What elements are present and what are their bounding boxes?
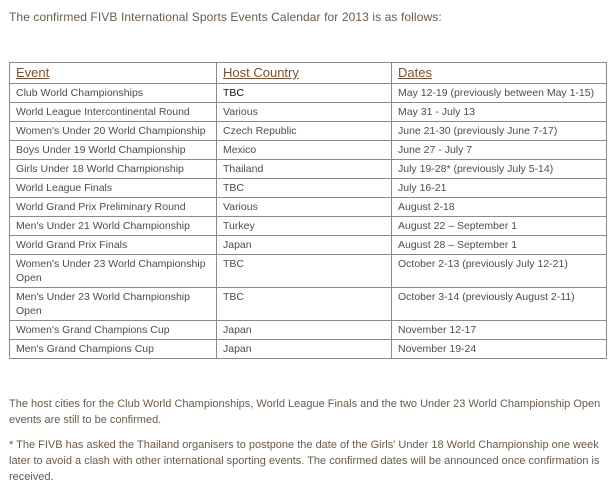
table-row bbox=[10, 141, 607, 160]
dates-cell: June 21-30 (previously June 7-17) bbox=[392, 122, 607, 141]
event-cell: World League Intercontinental Round bbox=[10, 103, 217, 122]
event-cell: Women's Grand Champions Cup bbox=[10, 321, 217, 340]
dates-cell: July 19-28* (previously July 5-14) bbox=[392, 160, 607, 179]
header-dates: Dates bbox=[392, 63, 607, 84]
table-row bbox=[10, 179, 607, 198]
dates-cell: May 12-19 (previously between May 1-15) bbox=[392, 84, 607, 103]
dates-cell: October 2-13 (previously July 12-21) bbox=[392, 255, 607, 288]
host-cell: Various bbox=[217, 198, 392, 217]
event-cell: Women's Under 23 World Championship Open bbox=[10, 255, 217, 288]
host-cell: TBC bbox=[217, 288, 392, 321]
table-row bbox=[10, 255, 607, 288]
host-cell: Various bbox=[217, 103, 392, 122]
table-row bbox=[10, 103, 607, 122]
dates-cell: June 27 - July 7 bbox=[392, 141, 607, 160]
table-row bbox=[10, 288, 607, 321]
table-row bbox=[10, 122, 607, 141]
dates-cell: July 16-21 bbox=[392, 179, 607, 198]
host-cell: TBC bbox=[217, 84, 392, 103]
host-cell: Japan bbox=[217, 236, 392, 255]
dates-cell: May 31 - July 13 bbox=[392, 103, 607, 122]
header-host-country: Host Country bbox=[217, 63, 392, 84]
footnote-thailand: * The FIVB has asked the Thailand organisers to postpone the date of the Girls' Under 18 World Championship one week later to avoid a clash with other international sporting events. The confirmed dates will be announced once confirmation is received. bbox=[9, 439, 600, 483]
host-cell: Japan bbox=[217, 321, 392, 340]
table-row bbox=[10, 217, 607, 236]
host-cell: TBC bbox=[217, 179, 392, 198]
event-cell: Club World Championships bbox=[10, 84, 217, 103]
intro-text: The confirmed FIVB International Sports Events Calendar for 2013 is as follows: bbox=[9, 10, 442, 24]
event-cell: World Grand Prix Finals bbox=[10, 236, 217, 255]
table-row bbox=[10, 160, 607, 179]
event-cell: Men's Grand Champions Cup bbox=[10, 340, 217, 359]
dates-cell: November 12-17 bbox=[392, 321, 607, 340]
table-header-row bbox=[10, 63, 607, 84]
event-cell: World Grand Prix Preliminary Round bbox=[10, 198, 217, 217]
event-cell: Men's Under 23 World Championship Open bbox=[10, 288, 217, 321]
event-cell: Boys Under 19 World Championship bbox=[10, 141, 217, 160]
event-cell: Men's Under 21 World Championship bbox=[10, 217, 217, 236]
dates-cell: August 22 – September 1 bbox=[392, 217, 607, 236]
dates-cell: August 28 – September 1 bbox=[392, 236, 607, 255]
host-cell: Czech Republic bbox=[217, 122, 392, 141]
table-row bbox=[10, 236, 607, 255]
host-cell: Turkey bbox=[217, 217, 392, 236]
event-cell: Girls Under 18 World Championship bbox=[10, 160, 217, 179]
host-cell: Japan bbox=[217, 340, 392, 359]
host-cell: Thailand bbox=[217, 160, 392, 179]
header-event: Event bbox=[10, 63, 217, 84]
table-row bbox=[10, 321, 607, 340]
dates-cell: November 19-24 bbox=[392, 340, 607, 359]
dates-cell: October 3-14 (previously August 2-11) bbox=[392, 288, 607, 321]
event-cell: World League Finals bbox=[10, 179, 217, 198]
host-cell: Mexico bbox=[217, 141, 392, 160]
host-cities-note: The host cities for the Club World Championships, World League Finals and the two Under 23 World Championship Open events are still to be confirmed. bbox=[9, 398, 601, 426]
events-calendar-table bbox=[9, 62, 607, 359]
dates-cell: August 2-18 bbox=[392, 198, 607, 217]
table-row bbox=[10, 198, 607, 217]
host-cell: TBC bbox=[217, 255, 392, 288]
table-row bbox=[10, 340, 607, 359]
table-row bbox=[10, 84, 607, 103]
event-cell: Women's Under 20 World Championship bbox=[10, 122, 217, 141]
